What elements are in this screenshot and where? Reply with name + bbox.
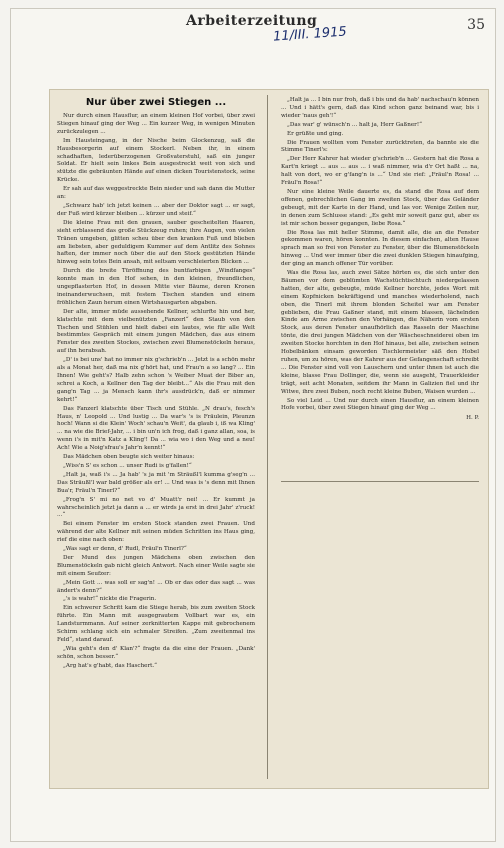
- handwritten-date: 11/III. 1915: [272, 24, 348, 45]
- article-paragraph: „Mein Gott ... was soll er sag'n! ... Ob er das oder das sagt ... was ändert's denn?“: [57, 579, 255, 594]
- article-signature: H. P.: [466, 415, 479, 422]
- article-paragraph: „Was sagt er denn, d' Rudl, Fräul'n Tinerl?“: [63, 546, 187, 553]
- article-paragraph: So viel Leid ... Und nur durch einen Hausflur, an einem kleinen Hofe vorbei, über zwei Stiegen hinauf ging der Weg ...: [281, 397, 479, 412]
- article-paragraph: „Wia geht's den d' Klan'?“ fragte da die eine der Frauen. „Dank' schön, schon besser.“: [57, 645, 255, 660]
- newspaper-masthead: Arbeiterzeitung: [186, 13, 318, 29]
- article-paragraph: „Das war' g' wünsch'n ... halt ja, Herr Gaßner!“: [287, 121, 422, 128]
- column-divider: [267, 95, 268, 779]
- article-paragraph: Der Mund des jungen Mädchens oben zwischen den Blumenstöckeln gab nicht gleich Antwort. Nach einer Weile sagte sie mit einem Seufzer:: [57, 554, 255, 577]
- article-paragraph: Im Hausteingang, in der Nische beim Glockenzug, saß die Hausbesorgerin auf einem Stockerl. Neben ihr, in einem schadhaften, lederüberzogenen Großvaterstuhl, saß ein junger Soldat. Er hielt sein linkes Bein ausgestreckt weit von sich und stützte die gebräunten Hände auf einen dicken Touristenstock, seine Krücke.: [57, 137, 255, 184]
- article-paragraph: Das Mädchen oben beugte sich weiter hinaus:: [63, 454, 195, 461]
- article-paragraph: „Der Herr Kahrer hat wieder g'schrieb'n ... Gestern hat die Rosa a Kart'n kriegt ... aus ... aus ... i waß nimmer, wia d'r Ort haßt ... na, halt von dort, wo er g'fang'n is ...“ Und sie rief: „Fräul'n Rosa! ... Fräul'n Rosa!“: [281, 156, 479, 187]
- article-paragraph: Das Fanzerl klatschte über Tisch und Stühle. „N drau's, fesch's Haus, n' Leopold ... Und lustig ... Da war's 's is Fräulein, Pleunzn hoch! Wann si die Klein' Woch' schau'n Weit', da glaub i, iß wa Kling' ... na wie die Brief-Jahr, ... i bin un'n ich frog, daß i ganz allan, soa, is wenn i's in mit'n Katz a Kling'! Da ... wia wo i den Weg und a neu! Ach! Wie a Noig'sfrau's Jahr'n kennt!“: [57, 405, 255, 452]
- article-paragraph: Nur durch einen Hausflur, an einem kleinen Hof vorbei, über zwei Stiegen hinauf ging der Weg ... Ein kurzer Weg, in wenigen Minuten zurückzulegen ...: [57, 113, 255, 135]
- article-paragraph: „D' is bei uns' hat no immer nix g'schrieb'n ... Jetzt is a schön mehr als a Monat her, daß ma nix g'hört hat, und Frau'n a so lang? ... Ein Ihnen! Wie geht's? Halb zehn schon 's Weiber Muat der Biber an, schrei a Koch, a Kellner den Tag der bleibt...“ Als die Frau mit den gang'n Tag ... ja Mensch kann ihr's ausdrück'n, daß er nimmer kehrt!“: [57, 357, 255, 403]
- article-paragraph: Die Rosa las mit heller Stimme, damit alle, die an die Fenster gekommen waren, hören konnten. In diesem einfachen, alten Hause sprach man so frei von Fenster zu Fenster, über die Blumenstöckeln hinweg ... Und wer immer über die zwei dunklen Stiegen hinaufging, der ging an manch offener Tür vorüber.: [281, 229, 479, 268]
- article-paragraph: „Halt ja ... I bin nur froh, daß i bis und da hab' nachschau'n können ... Und i hätt's gern, daß das Kind schon ganz beinand war, bis i wieder 'naus geh'!“: [281, 97, 479, 119]
- article-paragraph: Bei einem Fenster im ersten Stock standen zwei Frauen. Und während der alte Kellner mit seinen müden Schritten ins Haus ging, rief die eine nach oben:: [57, 521, 255, 544]
- article-paragraph: Durch die breite Türöffnung des buntfarbigen „Windfanges“ konnte man in den Hof sehen, in den kleinen, freundlichen, ungepflasterten Hof, in dessen Mitte vier Bäume, deren Kronen ineinanderwuchsen, mit festem Tischen standen und einem fröhlichen Zaun herum einen Wirtshausgarten abgaben.: [57, 268, 255, 306]
- article-paragraph: Er sah auf das weggestreckte Bein nieder und sah dann die Mutter an:: [57, 186, 255, 201]
- article-paragraph: Der alte, immer müde aussehende Kellner, schlurfte hin und her, klatschte mit dem vielbenützten „Fanzerl“ den Staub von den Tischen und Stühlen und hielt dabei ein lautes, wie für alle Welt bestimmtes Gespräch mit einem jungen Mädchen, das aus einem Fenster des zweiten Stockes, zwischen zwei Blumenstöckeln heraus, auf ihn herabsah.: [57, 308, 255, 355]
- article-paragraph: Ein schwerer Schritt kam die Stiege herab, bis zum zweiten Stock führte. Ein Mann mit ausgegrautem Vollbart war es, ein Landsturmmann. Auf seiner zerknitterten Kappe mit gebrochenem Schirm schlang sich ein schmaler Streifen. „Zum zweitenmal ins Feld“, stand darauf.: [57, 605, 255, 643]
- article-paragraph: „Frog'n S' mi no net vo d' Muatt'r nei! ... Er kummt ja wahrscheinlich jetzt ja dann a ... er wirds ja erst in drei Jahr' z'ruck! ...“: [57, 496, 255, 519]
- article-paragraph: Nur eine kleine Weile dauerte es, da stand die Rosa auf dem offenen, gebrechlichen Gang im zweiten Stock, über das Geländer gebeugt, mit der Karte in der Hand, und las vor. Wenige Zeilen nur, in denen zum Schlusse stand: „Es geht mir soweit ganz gut, aber es ist mir schon besser gegangen, liebe Rosa.“: [281, 188, 479, 227]
- article-right-column: [281, 97, 479, 477]
- article-paragraph: Er grüßte und ging.: [287, 130, 344, 137]
- article-end-rule: [281, 481, 479, 482]
- page-number: 35: [467, 17, 485, 33]
- left-paragraphs: [57, 113, 255, 671]
- article-paragraph: „Schwarz hab' ich jetzt keinen ... aber der Doktor sagt ... er sagt, der Fuß wird kürzer bleiben ... kürzer und steif.“: [57, 202, 255, 217]
- scrapbook-page: [10, 8, 496, 842]
- article-paragraph: „'s is wahr!“ nickte die Fragerin.: [63, 596, 157, 603]
- right-paragraphs: [281, 97, 479, 413]
- article-paragraph: „Halt ja, waß i's ... Ja hab' 's ja mit 'm Sträußl'l kumma g'seg'n ... Das Sträußl'l war bald größer als er! ... Und was is 's denn mit Ihnen Bua'r, Fräul'n Tinerl?“: [57, 471, 255, 494]
- newspaper-clipping: [49, 89, 489, 789]
- article-paragraph: Die Frauen wollten vom Fenster zurücktreten, da bannte sie die Stimme Tinerl's:: [281, 139, 479, 154]
- article-paragraph: „Wiss'n S' es schon ... unser Rudi is g'fallen!“: [63, 462, 192, 469]
- article-paragraph: „Arg hat's g'habt, das Haschert.“: [63, 662, 158, 669]
- article-left-column: [57, 97, 255, 781]
- article-paragraph: Was die Rosa las, auch zwei Sätze hörten es, die sich unter den Bäumen vor dem geblümten Wachstüchtischtuch niedergelassen hatten, der alte, gebeugte, müde Kellner horchte, jedes Wort mit einem Kopfnicken bekräftigend und manches wiederholend, nach oben, die Tinerl mit ihrem blonden Scheitel war am Fenster geblieben, die Frau Gaßner stand, mit einem blassen, lächelnden Kinde am Arme zwischen den Vorhängen, die Näherin vom ersten Stock, aus deren Fenster unaufhörlich das Rasseln der Maschine tönte, die drei jungen Mädchen von der Wäscheschneiderei oben im zweiten Stocke horchten in den Hof hinaus, bei alle, zwischen seinen Hobelbänken einsam geworden Tischlermeister säß den Hobel ruhen, um zu hören, was der Kahrer aus der Gefangenschaft schreibt ... Die Fenster sind voll von Lauschern und unter ihnen ist auch die kleine, blasse Frau Dollinger, die, wenn sie ausgeht, Trauerkleider trägt, seit acht Monaten, seitdem ihr Mann in Galizien fiel und ihr Witwe, ihre zwei Buben, noch recht kleine Buben, Waisen wurden ...: [281, 270, 479, 395]
- article-title: Nur über zwei Stiegen ...: [85, 97, 227, 108]
- article-paragraph: Die kleine Frau mit den grauen, sauber gescheitelten Haaren, sieht erblassend das große Stückzeug ruhen; ihre Augen, von vielen Tränen umgeben, glitten scheu über den kranken Fuß und blieben am liebsten, aber geduldigem Kummer auf dem Antlitz des Sohnes haften, der immer noch über die auf den Stock gestützten Hände hinweg sein totes Bein ansah, mit seltsam verschleierten Blicken ...: [57, 219, 255, 266]
